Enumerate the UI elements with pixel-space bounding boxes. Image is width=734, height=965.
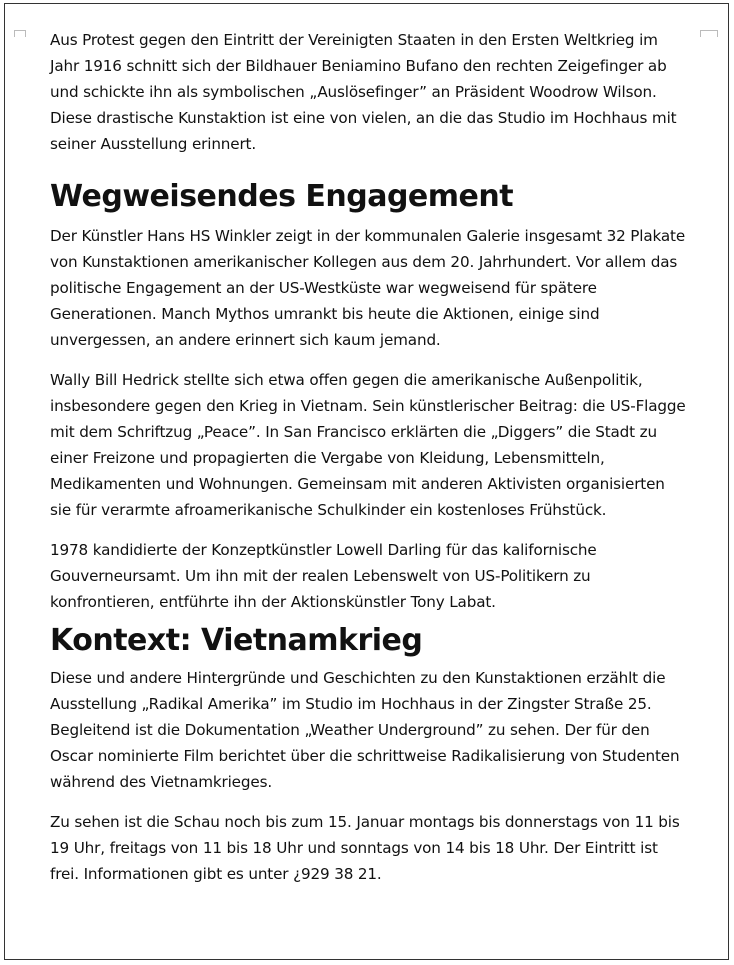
paragraph-opening-hours: Zu sehen ist die Schau noch bis zum 15. Januar montags bis donnerstags von 11 bis 19 Uhr, freitags von 11 bis 18 Uhr und sonntags von 14 bis 18 Uhr. Der Eintritt ist frei. Informationen gibt es unter ¿929 38 21. bbox=[50, 813, 680, 883]
article-body bbox=[50, 27, 690, 901]
paragraph-exhibition: Diese und andere Hintergründe und Geschichten zu den Kunstaktionen erzählt die Ausstellung „Radikal Amerika” im Studio im Hochhaus in der Zingster Straße 25. Begleitend ist die Dokumentation „Weather Underground” zu sehen. Der für den Oscar nominierte Film berichtet über die schrittweise Radikalisierung von Studenten während des Vietnamkrieges. bbox=[50, 669, 680, 791]
paragraph-hedrick: Wally Bill Hedrick stellte sich etwa offen gegen die amerikanische Außenpolitik, insbesondere gegen den Krieg in Vietnam. Sein künstlerischer Beitrag: die US-Flagge mit dem Schriftzug „Peace”. In San Francisco erklärten die „Diggers” die Stadt zu einer Freizone und propagierten die Vergabe von Kleidung, Lebensmitteln, Medikamenten und Wohnungen. Gemeinsam mit anderen Aktivisten organisierten sie für verarmte afroamerikanische Schulkinder ein kostenloses Frühstück. bbox=[50, 371, 686, 519]
paragraph-darling: 1978 kandidierte der Konzeptkünstler Lowell Darling für das kalifornische Gouverneursamt. Um ihn mit der realen Lebenswelt von US-Politikern zu konfrontieren, entführte ihn der Aktionskünstler Tony Labat. bbox=[50, 541, 597, 611]
section-heading-vietnam: Kontext: Vietnamkrieg bbox=[50, 623, 423, 658]
crop-mark-left bbox=[14, 30, 26, 37]
paragraph-winkler: Der Künstler Hans HS Winkler zeigt in der kommunalen Galerie insgesamt 32 Plakate von Kunstaktionen amerikanischer Kollegen aus dem 20. Jahrhundert. Vor allem das politische Engagement an der US-Westküste war wegweisend für spätere Generationen. Manch Mythos umrankt bis heute die Aktionen, einige sind unvergessen, an andere erinnert sich kaum jemand. bbox=[50, 227, 686, 349]
intro-paragraph: Aus Protest gegen den Eintritt der Vereinigten Staaten in den Ersten Weltkrieg im Jahr 1916 schnitt sich der Bildhauer Beniamino Bufano den rechten Zeigefinger ab und schickte ihn als symbolischen „Auslösefinger” an Präsident Woodrow Wilson. Diese drastische Kunstaktion ist eine von vielen, an die das Studio im Hochhaus mit seiner Ausstellung erinnert. bbox=[50, 31, 677, 153]
crop-mark-right bbox=[700, 30, 718, 37]
section-heading-engagement: Wegweisendes Engagement bbox=[50, 179, 514, 214]
